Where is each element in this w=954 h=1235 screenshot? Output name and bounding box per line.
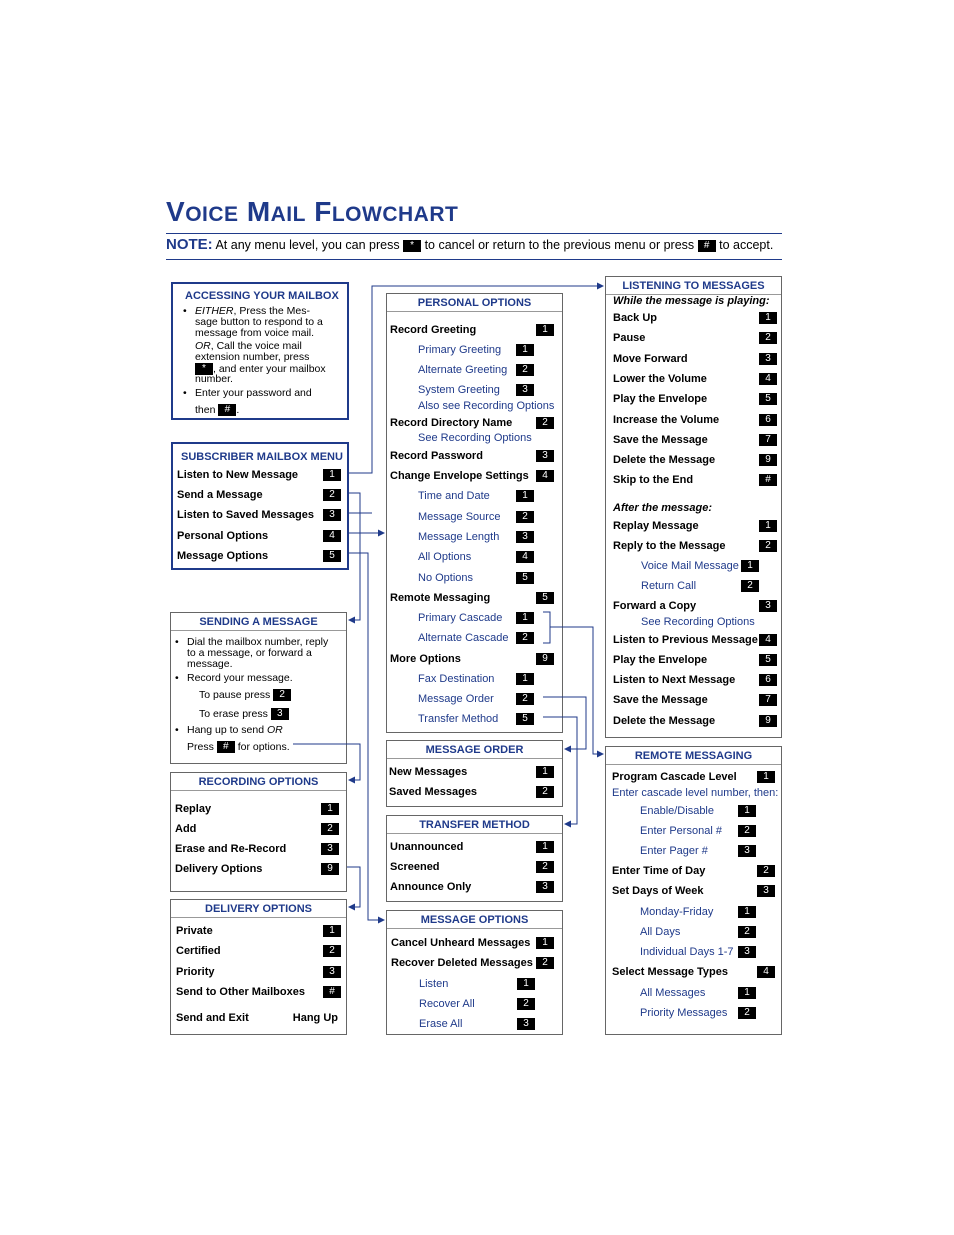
note-line: NOTE: At any menu level, you can press * to cancel or return to the previous menu or press # to accept. (166, 236, 774, 253)
menu-item-label: Enter Personal # (640, 825, 722, 837)
menu-item-label: Alternate Greeting (418, 364, 508, 376)
menu-item-label: See Recording Options (641, 616, 755, 628)
key-badge: 6 (759, 414, 777, 426)
key-badge: 2 (536, 786, 554, 798)
key-badge: 1 (536, 841, 554, 853)
accessing-mailbox-title: ACCESSING YOUR MAILBOX (173, 284, 347, 304)
connector-recording-to-delivery (347, 867, 360, 907)
key-badge: 9 (759, 715, 777, 727)
menu-item-label: Save the Message (613, 433, 708, 446)
menu-item-label: Save the Message (613, 694, 708, 706)
menu-item-label: All Days (640, 926, 681, 938)
menu-item-label: Reply to the Message (613, 540, 726, 552)
key-badge: 1 (738, 805, 756, 817)
key-badge: 2 (536, 417, 554, 429)
key-badge: 5 (759, 393, 777, 405)
key-badge: 1 (738, 987, 756, 999)
menu-item-label: Lower the Volume (613, 372, 707, 385)
key-badge: 3 (759, 353, 777, 365)
menu-item-label: Enable/Disable (640, 805, 714, 817)
key-badge: 2 (738, 1007, 756, 1019)
note-label: NOTE: (166, 236, 213, 253)
message-options-title: MESSAGE OPTIONS (387, 911, 562, 929)
key-badge: 1 (323, 925, 341, 937)
key-badge: 3 (738, 845, 756, 857)
key-badge: 2 (321, 823, 339, 835)
menu-item-label: Listen to Saved Messages (177, 509, 314, 522)
menu-item-label: Return Call (641, 580, 697, 592)
key-badge: # (323, 986, 341, 998)
menu-item-label: Send a Message (177, 489, 263, 502)
menu-item-label: Program Cascade Level (612, 771, 737, 783)
sending-message-title: SENDING A MESSAGE (171, 613, 346, 631)
menu-item-label: Message Order (418, 693, 494, 705)
key-badge: 1 (517, 978, 535, 990)
key-badge: 6 (759, 674, 777, 686)
menu-item-label: Personal Options (177, 529, 269, 542)
menu-item-label: Enter cascade level number, then: (612, 787, 779, 799)
key-badge: 9 (536, 653, 554, 665)
key-badge: 1 (536, 766, 554, 778)
key-badge: 2 (516, 693, 534, 705)
menu-item-label: Alternate Cascade (418, 632, 509, 644)
menu-item-label: Listen to Previous Message (613, 634, 758, 646)
menu-item-label: Certified (176, 945, 221, 957)
menu-item-label: Enter Time of Day (612, 865, 706, 877)
key-badge: 3 (321, 843, 339, 855)
menu-item-label: Announce Only (390, 881, 472, 893)
menu-item-label: Unannounced (390, 841, 464, 853)
while-playing-label: While the message is playing: (613, 295, 770, 307)
menu-item-label: Record Directory Name (390, 417, 513, 429)
key-badge: 3 (517, 1018, 535, 1030)
connector-send-to-sending (349, 493, 360, 620)
key-badge: 1 (536, 937, 554, 949)
key-badge: 1 (759, 520, 777, 532)
key-badge: 3 (516, 384, 534, 396)
key-badge: 3 (516, 531, 534, 543)
key-badge: 1 (516, 612, 534, 624)
key-badge: 3 (323, 966, 341, 978)
connector-message-options (349, 553, 384, 920)
sending-message-box: SENDING A MESSAGE • Dial the mailbox number, reply to a message, or forward a message. • Record your message. To pause press 2 To erase press 3 • Hang up to send OR Press # for options. (170, 612, 347, 764)
menu-item-label: Saved Messages (389, 786, 478, 798)
menu-item-label: New Messages (389, 766, 468, 778)
personal-options-title: PERSONAL OPTIONS (387, 294, 562, 312)
menu-item-label: Select Message Types (612, 966, 728, 978)
key-badge: 1 (757, 771, 775, 783)
pound-key: # (698, 240, 716, 252)
connector-new-to-listening (349, 286, 603, 473)
key-badge: 4 (536, 470, 554, 482)
key-badge: 4 (759, 373, 777, 385)
key-badge: 7 (759, 434, 777, 446)
key-badge: 4 (759, 634, 777, 646)
connector-sending-to-recording (293, 744, 360, 780)
key-badge: 5 (323, 550, 341, 562)
menu-item-label: Move Forward (613, 352, 688, 365)
pound-key: # (218, 404, 236, 416)
key-badge: 1 (738, 906, 756, 918)
listening-title: LISTENING TO MESSAGES (606, 277, 781, 295)
key-badge: 2 (536, 957, 554, 969)
key-badge: 7 (759, 694, 777, 706)
delivery-options-title: DELIVERY OPTIONS (171, 900, 346, 918)
key-badge: 2 (323, 489, 341, 501)
key-badge: 1 (323, 469, 341, 481)
key-badge: 1 (516, 344, 534, 356)
key-badge: 3 (536, 450, 554, 462)
key-badge: 2 (516, 511, 534, 523)
key-badge: 2 (516, 632, 534, 644)
menu-item-label: Primary Greeting (418, 344, 502, 356)
key-badge: 9 (321, 863, 339, 875)
key-badge: 3 (757, 885, 775, 897)
key-badge: 2 (738, 926, 756, 938)
key-badge: 5 (536, 592, 554, 604)
menu-item-label: All Options (418, 551, 472, 563)
menu-item-label: Remote Messaging (390, 592, 491, 604)
menu-item-label: Play the Envelope (613, 393, 708, 406)
menu-item-label: Priority (176, 966, 215, 978)
menu-item-label: Add (175, 823, 197, 835)
menu-item-label: Pause (613, 332, 646, 345)
menu-item-label: Recover Deleted Messages (391, 957, 533, 969)
menu-item-label: Increase the Volume (613, 413, 720, 426)
menu-item-label: Message Length (418, 531, 500, 543)
accessing-mailbox-box: ACCESSING YOUR MAILBOX • EITHER, Press the Mes- sage button to respond to a message from voice mail. OR, Call the voice mail extension number, press * , and enter your mailbox number. • Enter your password and then # . (171, 282, 349, 420)
pound-key: # (217, 741, 235, 753)
transfer-method-title: TRANSFER METHOD (387, 816, 562, 834)
key-badge: 2 (516, 364, 534, 376)
menu-item-label: Transfer Method (418, 713, 499, 725)
key-badge: 2 (741, 580, 759, 592)
menu-item-label: Priority Messages (640, 1007, 728, 1019)
menu-item-label: Listen to New Message (177, 469, 299, 481)
menu-item-label: Send to Other Mailboxes (176, 986, 305, 998)
key-badge: 1 (759, 312, 777, 324)
connector-order-to-message-order (543, 697, 586, 749)
menu-item-label: Delivery Options (175, 863, 263, 875)
menu-item-label: Private (176, 925, 213, 937)
key-badge: 9 (759, 454, 777, 466)
key-badge: 5 (759, 654, 777, 666)
message-order-title: MESSAGE ORDER (387, 741, 562, 759)
menu-item-label: More Options (390, 653, 461, 665)
key-badge: 2 (536, 861, 554, 873)
key-badge: 3 (759, 600, 777, 612)
menu-item-label: Delete the Message (613, 454, 716, 467)
key-badge: 3 (323, 509, 341, 521)
menu-item-label: Delete the Message (613, 715, 716, 727)
key-badge: 2 (757, 865, 775, 877)
after-message-label: After the message: (613, 502, 713, 514)
key-badge: 2 (517, 998, 535, 1010)
star-key: * (195, 363, 213, 375)
menu-item-label: All Messages (640, 987, 706, 999)
connector-cascade-to-remote (543, 612, 603, 754)
menu-item-label: Replay (175, 803, 212, 815)
star-key: * (403, 240, 421, 252)
menu-item-label: Enter Pager # (640, 845, 708, 857)
key-badge: 1 (321, 803, 339, 815)
menu-item-label: Time and Date (418, 490, 490, 502)
key-badge: 1 (741, 560, 759, 572)
key-badge: 4 (516, 551, 534, 563)
menu-item-label: Play the Envelope (613, 654, 708, 666)
menu-item-label: Record Greeting (390, 324, 477, 336)
menu-item-label: Listen to Next Message (613, 674, 736, 686)
page-title: VOICE MAIL FLOWCHART (166, 196, 459, 227)
menu-item-label: Change Envelope Settings (390, 470, 529, 482)
subscriber-menu-title: SUBSCRIBER MAILBOX MENU (173, 444, 347, 465)
key-badge: 4 (757, 966, 775, 978)
key-badge: 5 (516, 713, 534, 725)
send-and-exit-row[interactable]: Send and Exit Hang Up (176, 1012, 338, 1024)
key-badge: 3 (536, 881, 554, 893)
connector-transfer-to-transfer-method (543, 717, 577, 824)
remote-messaging-title: REMOTE MESSAGING (606, 747, 781, 765)
menu-item-label: Message Options (177, 549, 269, 562)
key-badge: 1 (516, 673, 534, 685)
menu-item-label: Cancel Unheard Messages (391, 937, 531, 949)
key-badge: 1 (516, 490, 534, 502)
menu-item-label: Replay Message (613, 520, 699, 532)
menu-item-label: System Greeting (418, 384, 500, 396)
menu-item-label: Message Source (418, 511, 501, 523)
menu-item-label: Monday-Friday (640, 906, 714, 918)
menu-item-label: Listen (419, 978, 449, 990)
key-badge: 3 (738, 946, 756, 958)
menu-item-label: Erase and Re-Record (175, 843, 287, 855)
menu-item-label: Primary Cascade (418, 612, 503, 624)
key-badge: 2 (323, 945, 341, 957)
menu-item-label: See Recording Options (418, 432, 532, 444)
recording-options-title: RECORDING OPTIONS (171, 773, 346, 791)
key-badge: # (759, 474, 777, 486)
menu-item-label: Forward a Copy (613, 600, 697, 612)
key-badge: 2 (738, 825, 756, 837)
key-badge: 5 (516, 572, 534, 584)
menu-item-label: Skip to the End (613, 474, 694, 487)
menu-item-label: Set Days of Week (612, 885, 704, 897)
menu-item-label: Record Password (390, 450, 483, 462)
menu-item-label: Also see Recording Options (418, 400, 555, 412)
key-badge: 1 (536, 324, 554, 336)
menu-item-label: Recover All (419, 998, 475, 1010)
menu-item-label: Voice Mail Message (641, 560, 739, 572)
menu-item-label: No Options (418, 572, 474, 584)
key-badge: 2 (759, 540, 777, 552)
menu-item-label: Screened (390, 861, 440, 873)
menu-item-label: Back Up (613, 312, 658, 324)
key-badge: 4 (323, 530, 341, 542)
menu-item-label: Erase All (419, 1018, 463, 1030)
menu-item-label: Individual Days 1-7 (640, 946, 734, 958)
menu-item-label: Fax Destination (418, 673, 495, 685)
key-badge: 2 (759, 332, 777, 344)
